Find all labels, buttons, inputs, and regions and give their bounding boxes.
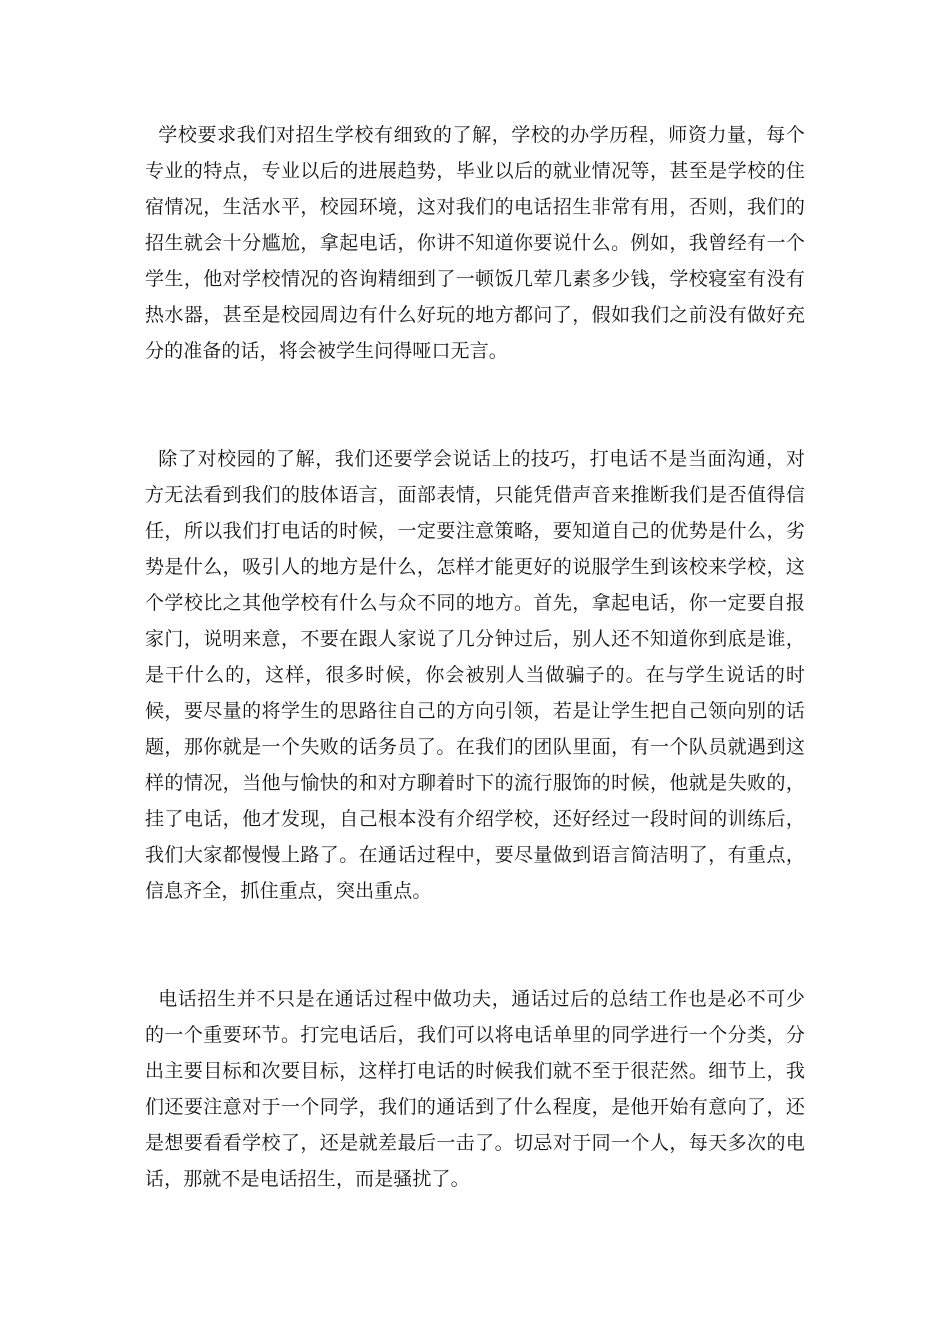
- paragraph-1: 学校要求我们对招生学校有细致的了解，学校的办学历程，师资力量，每个专业的特点，专业以后的进展趋势，毕业以后的就业情况等，甚至是学校的住宿情况，生活水平，校园环境，这对我们的电话招生非常有用，否则，我们的招生就会十分尴尬，拿起电话，你讲不知道你要说什么。例如，我曾经有一个学生，他对学校情况的咨询精细到了一顿饭几荤几素多少钱，学校寝室有没有热水器，甚至是校园周边有什么好玩的地方都问了，假如我们之前没有做好充分的准备的话，将会被学生问得哑口无言。: [145, 124, 805, 362]
- document-body: [145, 117, 805, 1197]
- paragraph-spacer: [145, 909, 805, 981]
- paragraph-3: 电话招生并不只是在通话过程中做功夫，通话过后的总结工作也是必不可少的一个重要环节。打完电话后，我们可以将电话单里的同学进行一个分类，分出主要目标和次要目标，这样打电话的时候我们就不至于很茫然。细节上，我们还要注意对于一个同学，我们的通话到了什么程度，是他开始有意向了，还是想要看看学校了，还是就差最后一击了。切忌对于同一个人，每天多次的电话，那就不是电话招生，而是骚扰了。: [145, 988, 805, 1190]
- paragraph-spacer: [145, 369, 805, 441]
- paragraph-2: 除了对校园的了解，我们还要学会说话上的技巧，打电话不是当面沟通，对方无法看到我们的肢体语言，面部表情，只能凭借声音来推断我们是否值得信任，所以我们打电话的时候，一定要注意策略，要知道自己的优势是什么，劣势是什么，吸引人的地方是什么，怎样才能更好的说服学生到该校来学校，这个学校比之其他学校有什么与众不同的地方。首先，拿起电话，你一定要自报家门，说明来意，不要在跟人家说了几分钟过后，别人还不知道你到底是谁，是干什么的，这样，很多时候，你会被别人当做骗子的。在与学生说话的时候，要尽量的将学生的思路往自己的方向引领，若是让学生把自己领向别的话题，那你就是一个失败的话务员了。在我们的团队里面，有一个队员就遇到这样的情况，当他与愉快的和对方聊着时下的流行服饰的时候，他就是失败的，挂了电话，他才发现，自己根本没有介绍学校，还好经过一段时间的训练后，我们大家都慢慢上路了。在通话过程中，要尽量做到语言简洁明了，有重点，信息齐全，抓住重点，突出重点。: [145, 448, 805, 902]
